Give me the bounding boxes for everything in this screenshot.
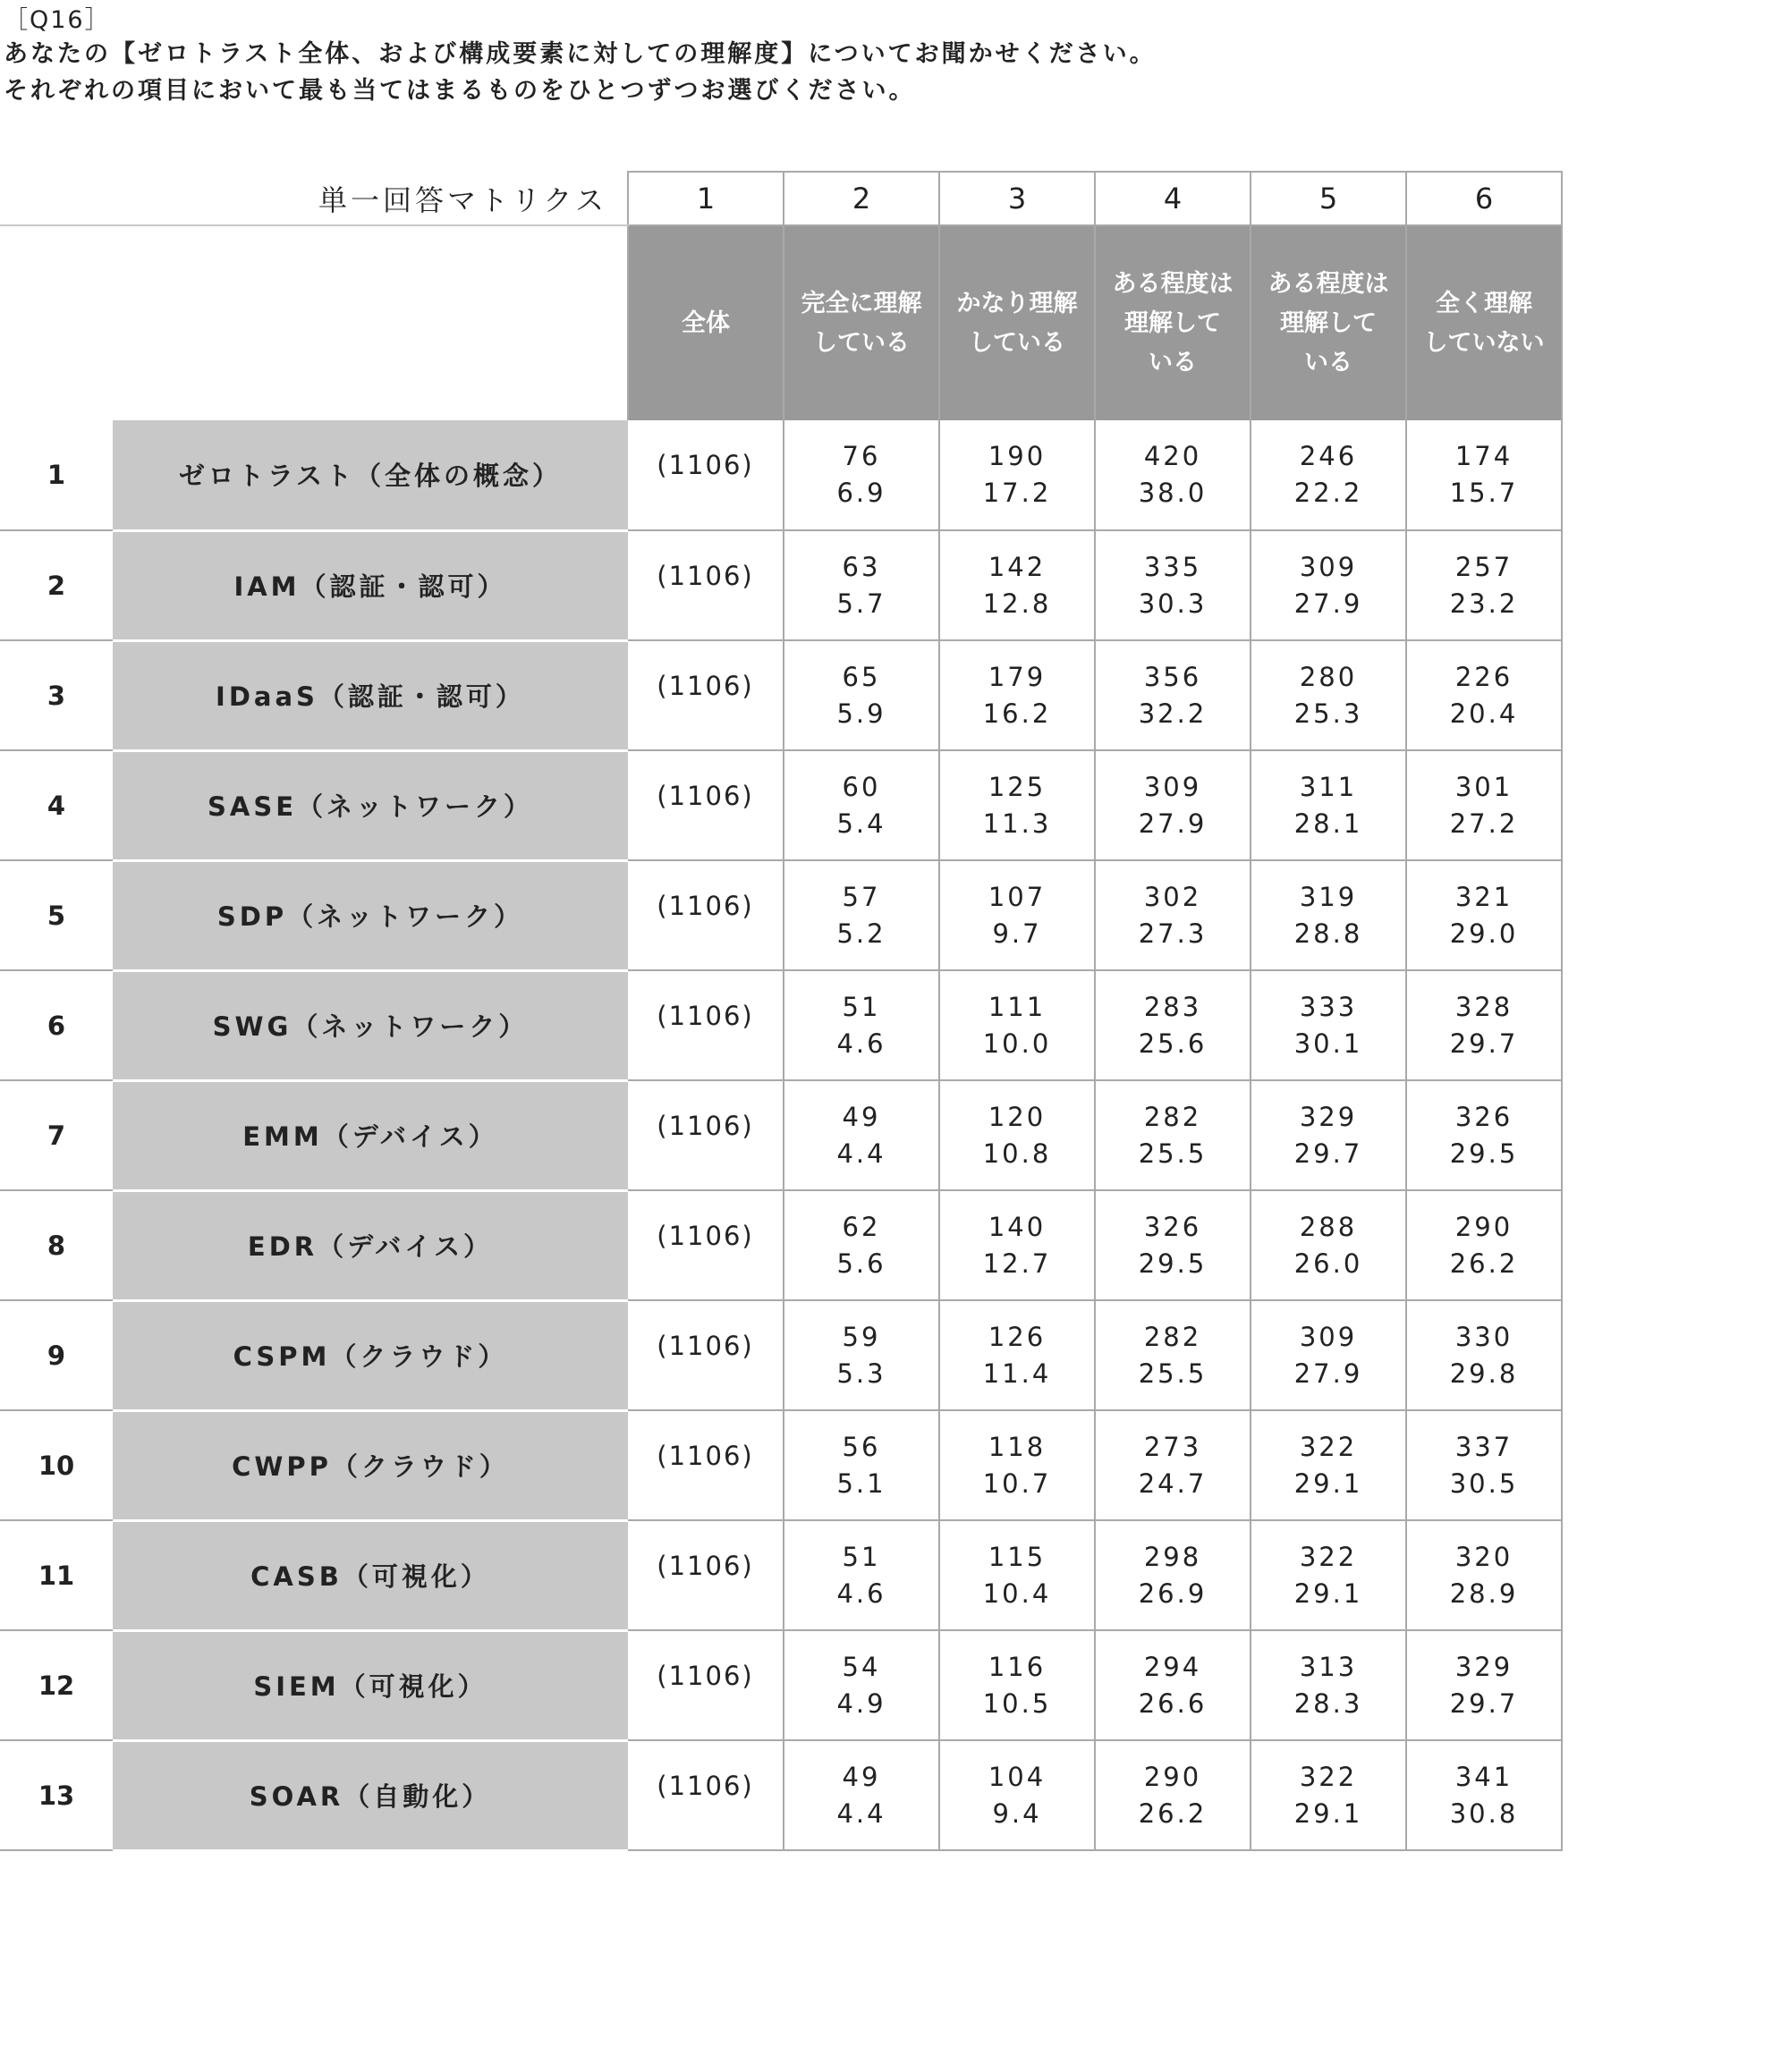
results-matrix-table — [0, 171, 1563, 1852]
value-cell — [1095, 1410, 1251, 1520]
value-cell — [1095, 750, 1251, 860]
count-value: 420 — [1143, 441, 1202, 471]
value-cell — [784, 860, 939, 970]
value-cell — [1406, 860, 1562, 970]
percent-value: 28.8 — [1293, 918, 1363, 949]
count-value: 290 — [1143, 1761, 1202, 1792]
value-cell — [939, 1410, 1095, 1520]
percent-value: 4.9 — [836, 1687, 886, 1719]
percent-value: 25.3 — [1293, 698, 1363, 729]
value-cell — [784, 640, 939, 750]
count-value: 309 — [1143, 771, 1202, 802]
column-header — [939, 225, 1095, 420]
row-label: SASE（ネットワーク） — [113, 750, 628, 860]
column-number: 4 — [1095, 172, 1251, 225]
count-value: 49 — [842, 1101, 881, 1132]
count-value: 65 — [842, 661, 881, 692]
value-cell — [1406, 420, 1562, 530]
table-row — [0, 970, 1562, 1080]
row-number: 7 — [0, 1080, 113, 1190]
base-count: (1106) — [628, 970, 784, 1080]
percent-value: 11.3 — [982, 808, 1052, 839]
value-cell — [1251, 640, 1406, 750]
count-value: 246 — [1299, 441, 1358, 471]
base-count: (1106) — [628, 640, 784, 750]
value-cell — [1406, 1520, 1562, 1630]
count-value: 190 — [988, 441, 1047, 471]
count-value: 320 — [1454, 1541, 1513, 1572]
row-label: CASB（可視化） — [113, 1520, 628, 1630]
base-count: (1106) — [628, 1740, 784, 1850]
column-header — [1251, 225, 1406, 420]
count-value: 328 — [1454, 991, 1513, 1022]
count-value: 51 — [842, 1541, 881, 1572]
percent-value: 29.5 — [1138, 1247, 1208, 1279]
percent-value: 4.4 — [836, 1797, 886, 1829]
percent-value: 9.4 — [992, 1797, 1042, 1829]
row-label: CSPM（クラウド） — [113, 1300, 628, 1410]
row-number: 8 — [0, 1190, 113, 1300]
value-cell — [939, 970, 1095, 1080]
question-text-line1: あなたの【ゼロトラスト全体、および構成要素に対しての理解度】についてお聞かせください。 — [4, 40, 1157, 68]
table-row — [0, 1520, 1562, 1630]
value-cell — [1095, 530, 1251, 640]
column-header — [1406, 225, 1562, 420]
count-value: 76 — [842, 441, 881, 471]
count-value: 302 — [1143, 881, 1202, 912]
row-number: 6 — [0, 970, 113, 1080]
value-cell — [939, 1080, 1095, 1190]
value-cell — [1095, 1520, 1251, 1630]
column-header-line: いる — [1149, 348, 1197, 376]
value-cell — [1406, 1410, 1562, 1520]
percent-value: 4.6 — [836, 1028, 886, 1059]
count-value: 120 — [988, 1101, 1047, 1132]
count-value: 298 — [1143, 1541, 1202, 1572]
column-header-line: ある程度は — [1268, 269, 1389, 298]
percent-value: 5.7 — [836, 588, 886, 619]
value-cell — [784, 1410, 939, 1520]
percent-value: 30.1 — [1293, 1028, 1363, 1059]
count-value: 49 — [842, 1761, 881, 1792]
percent-value: 26.2 — [1449, 1247, 1519, 1279]
count-value: 140 — [988, 1211, 1047, 1242]
count-value: 322 — [1299, 1431, 1358, 1462]
column-number-row — [0, 172, 1562, 225]
value-cell — [784, 750, 939, 860]
count-value: 142 — [988, 551, 1047, 582]
value-cell — [784, 1080, 939, 1190]
value-cell — [939, 420, 1095, 530]
count-value: 313 — [1299, 1651, 1358, 1682]
count-value: 125 — [988, 771, 1047, 802]
percent-value: 27.2 — [1449, 808, 1519, 839]
count-value: 330 — [1454, 1321, 1513, 1352]
row-number: 12 — [0, 1630, 113, 1740]
count-value: 341 — [1454, 1761, 1513, 1792]
count-value: 257 — [1454, 551, 1513, 582]
row-number: 2 — [0, 530, 113, 640]
column-header-line: かなり理解 — [956, 289, 1078, 317]
row-number: 4 — [0, 750, 113, 860]
count-value: 107 — [988, 881, 1047, 912]
matrix-label: 単一回答マトリクス — [0, 172, 628, 225]
base-count: (1106) — [628, 860, 784, 970]
value-cell — [1251, 750, 1406, 860]
count-value: 179 — [988, 661, 1047, 692]
table-row — [0, 1630, 1562, 1740]
count-value: 329 — [1299, 1101, 1358, 1132]
table-row — [0, 1300, 1562, 1410]
value-cell — [784, 420, 939, 530]
row-number: 5 — [0, 860, 113, 970]
count-value: 104 — [988, 1761, 1047, 1792]
row-number: 10 — [0, 1410, 113, 1520]
value-cell — [1406, 1190, 1562, 1300]
count-value: 57 — [842, 881, 881, 912]
row-number: 13 — [0, 1740, 113, 1850]
count-value: 273 — [1143, 1431, 1202, 1462]
percent-value: 38.0 — [1138, 478, 1208, 508]
percent-value: 29.7 — [1293, 1137, 1363, 1169]
count-value: 321 — [1454, 881, 1513, 912]
value-cell — [1251, 530, 1406, 640]
count-value: 311 — [1299, 771, 1358, 802]
row-number: 11 — [0, 1520, 113, 1630]
count-value: 288 — [1299, 1211, 1358, 1242]
value-cell — [939, 1520, 1095, 1630]
row-number: 3 — [0, 640, 113, 750]
percent-value: 10.4 — [982, 1577, 1052, 1609]
count-value: 54 — [842, 1651, 881, 1682]
percent-value: 10.8 — [982, 1137, 1052, 1169]
value-cell — [784, 1190, 939, 1300]
count-value: 309 — [1299, 1321, 1358, 1352]
value-cell — [1251, 1740, 1406, 1850]
count-value: 62 — [842, 1211, 881, 1242]
count-value: 280 — [1299, 661, 1358, 692]
percent-value: 23.2 — [1449, 588, 1519, 619]
percent-value: 4.4 — [836, 1137, 886, 1169]
percent-value: 27.9 — [1138, 808, 1208, 839]
count-value: 111 — [988, 991, 1047, 1022]
base-count: (1106) — [628, 1190, 784, 1300]
percent-value: 29.7 — [1449, 1028, 1519, 1059]
count-value: 115 — [988, 1541, 1047, 1572]
percent-value: 12.7 — [982, 1247, 1052, 1279]
row-label: IDaaS（認証・認可） — [113, 640, 628, 750]
value-cell — [1251, 1080, 1406, 1190]
value-cell — [1095, 420, 1251, 530]
row-label: EMM（デバイス） — [113, 1080, 628, 1190]
table-row — [0, 420, 1562, 530]
percent-value: 12.8 — [982, 588, 1052, 619]
base-count: (1106) — [628, 530, 784, 640]
percent-value: 11.4 — [982, 1357, 1052, 1389]
percent-value: 25.5 — [1138, 1137, 1208, 1169]
base-count: (1106) — [628, 1410, 784, 1520]
table-row — [0, 1190, 1562, 1300]
column-header — [628, 225, 784, 420]
table-row — [0, 1080, 1562, 1190]
value-cell — [1406, 1300, 1562, 1410]
column-number: 6 — [1406, 172, 1562, 225]
column-header-line: している — [813, 328, 910, 357]
value-cell — [784, 1740, 939, 1850]
percent-value: 4.6 — [836, 1577, 886, 1609]
question-number: ［Q16］ — [4, 6, 111, 34]
value-cell — [1251, 860, 1406, 970]
column-header-line: していない — [1423, 328, 1545, 357]
value-cell — [784, 1520, 939, 1630]
percent-value: 27.3 — [1138, 918, 1208, 949]
percent-value: 32.2 — [1138, 698, 1208, 729]
column-header-line: 全体 — [682, 309, 730, 337]
count-value: 356 — [1143, 661, 1202, 692]
column-header — [1095, 225, 1251, 420]
base-count: (1106) — [628, 1300, 784, 1410]
percent-value: 27.9 — [1293, 588, 1363, 619]
column-number: 2 — [784, 172, 939, 225]
value-cell — [1251, 1190, 1406, 1300]
table-row — [0, 750, 1562, 860]
count-value: 63 — [842, 551, 881, 582]
count-value: 282 — [1143, 1321, 1202, 1352]
percent-value: 29.1 — [1293, 1577, 1363, 1609]
base-count: (1106) — [628, 1520, 784, 1630]
value-cell — [1406, 530, 1562, 640]
header-blank — [0, 225, 628, 420]
question-text-line2: それぞれの項目において最も当てはまるものをひとつずつお選びください。 — [4, 77, 916, 105]
value-cell — [784, 1300, 939, 1410]
percent-value: 26.0 — [1293, 1247, 1363, 1279]
count-value: 322 — [1299, 1761, 1358, 1792]
percent-value: 29.1 — [1293, 1797, 1363, 1829]
percent-value: 5.9 — [836, 698, 886, 729]
base-count: (1106) — [628, 1630, 784, 1740]
value-cell — [784, 970, 939, 1080]
value-cell — [1406, 1630, 1562, 1740]
row-number: 1 — [0, 420, 113, 530]
value-cell — [1095, 860, 1251, 970]
value-cell — [1406, 1080, 1562, 1190]
count-value: 335 — [1143, 551, 1202, 582]
column-header — [784, 225, 939, 420]
count-value: 309 — [1299, 551, 1358, 582]
value-cell — [1251, 1410, 1406, 1520]
row-label: SDP（ネットワーク） — [113, 860, 628, 970]
value-cell — [939, 1630, 1095, 1740]
percent-value: 24.7 — [1138, 1467, 1208, 1499]
column-header-line: 理解して — [1124, 309, 1221, 337]
percent-value: 30.3 — [1138, 588, 1208, 619]
base-count: (1106) — [628, 750, 784, 860]
row-label: CWPP（クラウド） — [113, 1410, 628, 1520]
percent-value: 26.2 — [1138, 1797, 1208, 1829]
value-cell — [1406, 750, 1562, 860]
percent-value: 29.1 — [1293, 1467, 1363, 1499]
percent-value: 5.2 — [836, 918, 886, 949]
percent-value: 20.4 — [1449, 698, 1519, 729]
percent-value: 9.7 — [992, 918, 1042, 949]
percent-value: 6.9 — [836, 478, 886, 508]
value-cell — [1251, 420, 1406, 530]
percent-value: 10.5 — [982, 1687, 1052, 1719]
table-row — [0, 530, 1562, 640]
percent-value: 29.0 — [1449, 918, 1519, 949]
percent-value: 22.2 — [1293, 478, 1363, 508]
value-cell — [1095, 970, 1251, 1080]
count-value: 283 — [1143, 991, 1202, 1022]
percent-value: 25.5 — [1138, 1357, 1208, 1389]
percent-value: 29.8 — [1449, 1357, 1519, 1389]
percent-value: 28.1 — [1293, 808, 1363, 839]
row-label: EDR（デバイス） — [113, 1190, 628, 1300]
column-number: 3 — [939, 172, 1095, 225]
count-value: 174 — [1454, 441, 1513, 471]
value-cell — [1095, 1190, 1251, 1300]
percent-value: 27.9 — [1293, 1357, 1363, 1389]
table-row — [0, 1740, 1562, 1850]
row-number: 9 — [0, 1300, 113, 1410]
count-value: 322 — [1299, 1541, 1358, 1572]
percent-value: 5.6 — [836, 1247, 886, 1279]
value-cell — [1095, 1630, 1251, 1740]
value-cell — [1095, 1300, 1251, 1410]
count-value: 319 — [1299, 881, 1358, 912]
value-cell — [1406, 1740, 1562, 1850]
count-value: 326 — [1143, 1211, 1202, 1242]
column-header-line: している — [969, 328, 1065, 357]
percent-value: 26.9 — [1138, 1577, 1208, 1609]
percent-value: 10.7 — [982, 1467, 1052, 1499]
column-header-line: いる — [1304, 348, 1352, 376]
value-cell — [1095, 640, 1251, 750]
count-value: 226 — [1454, 661, 1513, 692]
value-cell — [939, 1740, 1095, 1850]
value-cell — [939, 750, 1095, 860]
value-cell — [939, 860, 1095, 970]
count-value: 60 — [842, 771, 881, 802]
value-cell — [1406, 640, 1562, 750]
row-label: SIEM（可視化） — [113, 1630, 628, 1740]
percent-value: 26.6 — [1138, 1687, 1208, 1719]
count-value: 326 — [1454, 1101, 1513, 1132]
percent-value: 30.5 — [1449, 1467, 1519, 1499]
percent-value: 25.6 — [1138, 1028, 1208, 1059]
count-value: 290 — [1454, 1211, 1513, 1242]
percent-value: 15.7 — [1449, 478, 1519, 508]
value-cell — [1251, 1300, 1406, 1410]
column-header-line: 完全に理解 — [801, 289, 922, 317]
percent-value: 29.5 — [1449, 1137, 1519, 1169]
count-value: 126 — [988, 1321, 1047, 1352]
count-value: 56 — [842, 1431, 881, 1462]
value-cell — [1095, 1740, 1251, 1850]
percent-value: 16.2 — [982, 698, 1052, 729]
row-label: SWG（ネットワーク） — [113, 970, 628, 1080]
count-value: 337 — [1454, 1431, 1513, 1462]
count-value: 329 — [1454, 1651, 1513, 1682]
row-label: IAM（認証・認可） — [113, 530, 628, 640]
count-value: 51 — [842, 991, 881, 1022]
count-value: 59 — [842, 1321, 881, 1352]
value-cell — [939, 530, 1095, 640]
column-number: 1 — [628, 172, 784, 225]
row-label: SOAR（自動化） — [113, 1740, 628, 1850]
count-value: 294 — [1143, 1651, 1202, 1682]
count-value: 301 — [1454, 771, 1513, 802]
percent-value: 5.4 — [836, 808, 886, 839]
percent-value: 28.3 — [1293, 1687, 1363, 1719]
base-count: (1106) — [628, 1080, 784, 1190]
value-cell — [939, 1300, 1095, 1410]
column-number: 5 — [1251, 172, 1406, 225]
column-header-line: ある程度は — [1112, 269, 1234, 298]
count-value: 116 — [988, 1651, 1047, 1682]
table-row — [0, 1410, 1562, 1520]
count-value: 333 — [1299, 991, 1358, 1022]
percent-value: 30.8 — [1449, 1797, 1519, 1829]
percent-value: 29.7 — [1449, 1687, 1519, 1719]
column-header-line: 全く理解 — [1436, 289, 1532, 317]
value-cell — [1095, 1080, 1251, 1190]
base-count: (1106) — [628, 420, 784, 530]
percent-value: 10.0 — [982, 1028, 1052, 1059]
value-cell — [939, 1190, 1095, 1300]
value-cell — [1251, 970, 1406, 1080]
percent-value: 5.3 — [836, 1357, 886, 1389]
column-header-row — [0, 225, 1562, 420]
table-row — [0, 640, 1562, 750]
value-cell — [1251, 1520, 1406, 1630]
value-cell — [784, 1630, 939, 1740]
percent-value: 17.2 — [982, 478, 1052, 508]
value-cell — [939, 640, 1095, 750]
percent-value: 28.9 — [1449, 1577, 1519, 1609]
value-cell — [1251, 1630, 1406, 1740]
value-cell — [1406, 970, 1562, 1080]
column-header-line: 理解して — [1280, 309, 1377, 337]
row-label: ゼロトラスト（全体の概念） — [113, 420, 628, 530]
count-value: 282 — [1143, 1101, 1202, 1132]
table-row — [0, 860, 1562, 970]
percent-value: 5.1 — [836, 1467, 886, 1499]
count-value: 118 — [988, 1431, 1047, 1462]
value-cell — [784, 530, 939, 640]
